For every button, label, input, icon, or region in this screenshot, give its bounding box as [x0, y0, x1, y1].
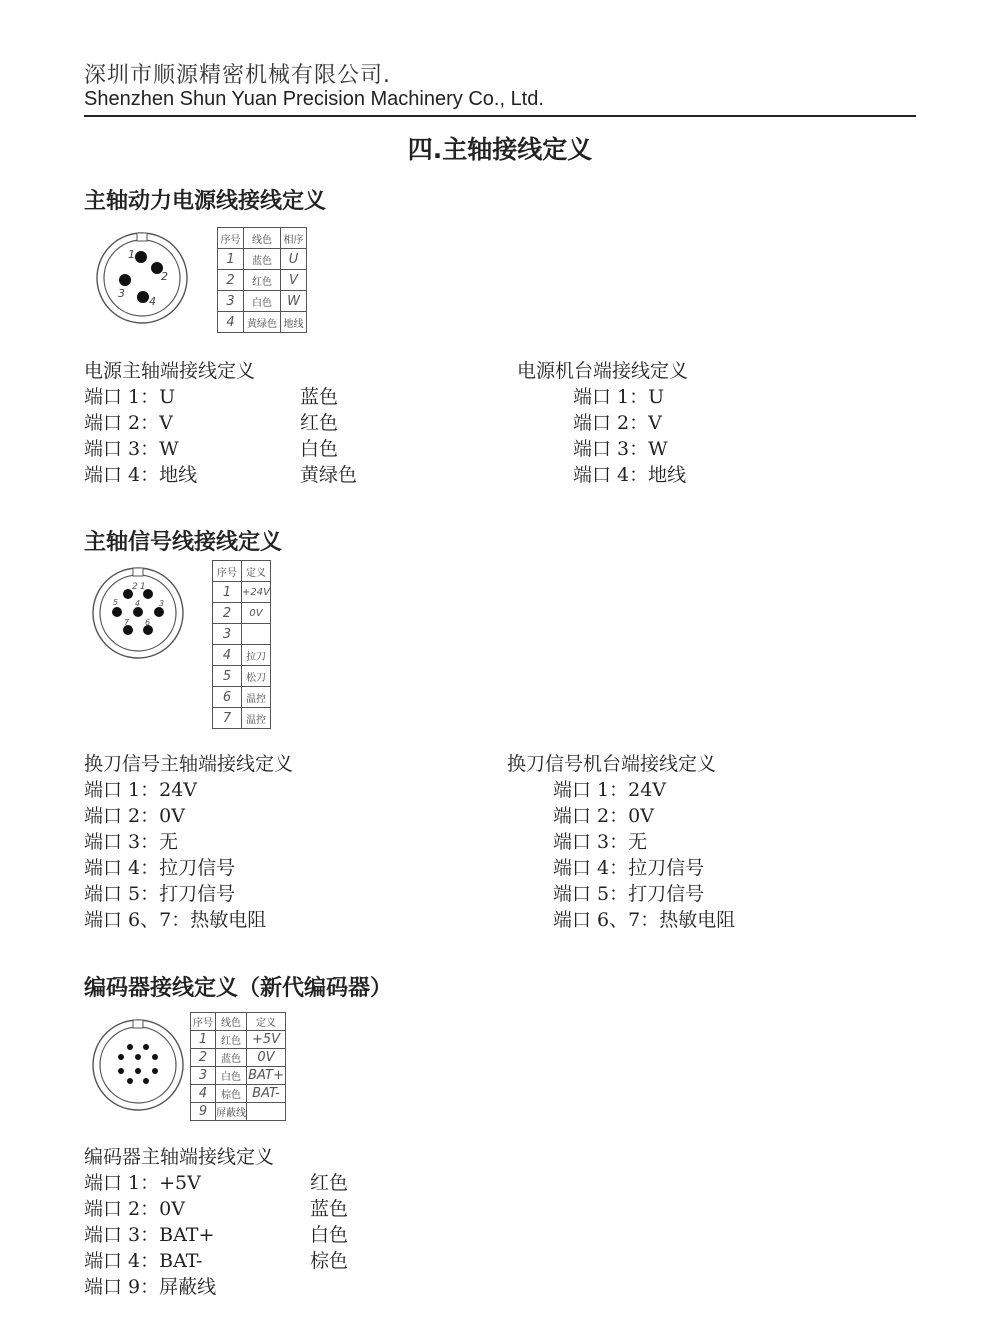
table-header: 相序	[281, 228, 307, 249]
table-cell: U	[281, 249, 307, 270]
power-machine-port: 端口 1：U	[573, 386, 665, 408]
table-header: 序号	[213, 561, 242, 582]
encoder-pin	[127, 1078, 133, 1084]
encoder-pin-table	[190, 1012, 286, 1121]
power-pin-4	[137, 291, 149, 303]
table-cell: 白色	[216, 1067, 247, 1085]
table-cell: 2	[213, 603, 242, 624]
table-row	[191, 1085, 286, 1103]
encoder-section-title: 编码器接线定义（新代编码器）	[84, 976, 393, 1001]
signal-pin-table	[212, 560, 271, 729]
table-cell: 4	[218, 312, 244, 333]
power-pin-label: 2	[161, 270, 168, 283]
power-spindle-heading: 电源主轴端接线定义	[84, 360, 256, 382]
signal-spindle-port: 端口 4：拉刀信号	[84, 857, 236, 879]
table-row	[213, 645, 271, 666]
signal-machine-heading: 换刀信号机台端接线定义	[507, 753, 717, 775]
table-cell: 1	[213, 582, 242, 603]
table-cell: 1	[191, 1031, 216, 1049]
table-cell: 6	[213, 687, 242, 708]
power-pin-table	[217, 227, 307, 333]
encoder-spindle-port: 端口 1：+5V	[84, 1172, 201, 1194]
encoder-spindle-port: 端口 2：0V	[84, 1198, 185, 1220]
signal-pin	[112, 607, 122, 617]
signal-machine-port: 端口 3：无	[553, 831, 648, 853]
table-cell: 温控	[242, 708, 271, 729]
table-cell	[242, 624, 271, 645]
signal-spindle-port: 端口 1：24V	[84, 779, 198, 801]
table-row	[218, 291, 307, 312]
table-row	[213, 624, 271, 645]
signal-pin-label: 5	[113, 598, 119, 607]
signal-spindle-port: 端口 3：无	[84, 831, 179, 853]
encoder-pin	[135, 1068, 141, 1074]
header-divider	[84, 115, 916, 117]
table-cell: 黄绿色	[244, 312, 281, 333]
table-row	[213, 582, 271, 603]
table-header: 线色	[216, 1013, 247, 1031]
power-machine-port: 端口 3：W	[573, 438, 668, 460]
table-row	[191, 1067, 286, 1085]
power-spindle-port: 端口 4：地线	[84, 464, 198, 486]
encoder-pin	[143, 1078, 149, 1084]
signal-spindle-port: 端口 2：0V	[84, 805, 185, 827]
company-name-cn: 深圳市顺源精密机械有限公司.	[84, 63, 391, 88]
table-cell: 3	[218, 291, 244, 312]
signal-pin-label: 3	[159, 599, 165, 608]
encoder-pin	[152, 1068, 158, 1074]
table-header: 定义	[247, 1013, 286, 1031]
signal-machine-port: 端口 4：拉刀信号	[553, 857, 705, 879]
table-cell: W	[281, 291, 307, 312]
encoder-spindle-port: 端口 3：BAT+	[84, 1224, 215, 1246]
encoder-pin	[143, 1044, 149, 1050]
table-row	[218, 270, 307, 291]
table-cell: 2	[218, 270, 244, 291]
table-cell: 屏蔽线	[216, 1103, 247, 1121]
signal-spindle-heading: 换刀信号主轴端接线定义	[84, 753, 294, 775]
signal-connector-diagram	[90, 565, 186, 661]
signal-machine-port: 端口 2：0V	[553, 805, 654, 827]
table-row	[213, 687, 271, 708]
signal-section-title: 主轴信号线接线定义	[84, 530, 283, 555]
table-cell: BAT+	[248, 1068, 284, 1083]
encoder-spindle-color: 红色	[310, 1172, 349, 1194]
power-pin-label: 1	[128, 248, 135, 261]
table-cell: 2	[191, 1049, 216, 1067]
encoder-spindle-port: 端口 4：BAT-	[84, 1250, 203, 1272]
table-row	[213, 708, 271, 729]
power-pin-label: 4	[149, 295, 156, 308]
power-spindle-color: 红色	[300, 412, 339, 434]
table-cell: 3	[213, 624, 242, 645]
page-title: 四.主轴接线定义	[407, 135, 593, 164]
encoder-connector-diagram	[90, 1017, 186, 1113]
table-cell: BAT-	[247, 1085, 286, 1103]
table-cell: 棕色	[216, 1085, 247, 1103]
power-section-title: 主轴动力电源线接线定义	[84, 189, 327, 214]
encoder-spindle-color: 棕色	[310, 1250, 349, 1272]
power-pin-3	[119, 274, 131, 286]
signal-pin-label: 7	[124, 618, 130, 627]
power-spindle-color: 黄绿色	[300, 464, 358, 486]
signal-pin-label: 2	[132, 582, 138, 592]
table-cell: 4	[191, 1085, 216, 1103]
signal-pin	[154, 607, 164, 617]
table-cell: 地线	[281, 312, 307, 333]
power-pin-label: 3	[118, 287, 125, 300]
power-machine-heading: 电源机台端接线定义	[517, 360, 689, 382]
table-row	[218, 312, 307, 333]
table-cell: 9	[191, 1103, 216, 1121]
signal-machine-port: 端口 6、7：热敏电阻	[553, 909, 736, 931]
table-header-row	[191, 1013, 286, 1031]
table-cell: 蓝色	[216, 1049, 247, 1067]
encoder-spindle-color: 白色	[310, 1224, 349, 1246]
power-spindle-port: 端口 1：U	[84, 386, 176, 408]
table-cell: 3	[191, 1067, 216, 1085]
company-name-en: Shenzhen Shun Yuan Precision Machinery Co., Ltd.	[84, 88, 544, 110]
table-header: 线色	[244, 228, 281, 249]
power-machine-port: 端口 2：V	[573, 412, 662, 434]
power-machine-port: 端口 4：地线	[573, 464, 687, 486]
signal-machine-port: 端口 1：24V	[553, 779, 667, 801]
table-row	[218, 249, 307, 270]
table-cell: 白色	[244, 291, 281, 312]
signal-spindle-port: 端口 5：打刀信号	[84, 883, 236, 905]
table-cell: V	[281, 270, 307, 291]
table-row	[191, 1103, 286, 1121]
table-cell: 1	[218, 249, 244, 270]
signal-pin	[133, 607, 143, 617]
table-header: 序号	[191, 1013, 216, 1031]
signal-pin-label: 4	[135, 599, 141, 608]
table-header-row	[213, 561, 271, 582]
table-row	[213, 666, 271, 687]
encoder-pin	[118, 1054, 124, 1060]
encoder-pin	[127, 1044, 133, 1050]
table-cell: 温控	[242, 687, 271, 708]
table-cell: 0V	[247, 1049, 286, 1067]
encoder-pin	[118, 1068, 124, 1074]
signal-pin-label: 6	[145, 618, 151, 627]
table-cell: 红色	[216, 1031, 247, 1049]
table-cell: 4	[213, 645, 242, 666]
table-cell: 7	[213, 708, 242, 729]
power-connector-diagram	[94, 230, 190, 326]
power-spindle-port: 端口 2：V	[84, 412, 173, 434]
table-cell: 5	[213, 666, 242, 687]
power-spindle-color: 蓝色	[300, 386, 339, 408]
signal-pin-label: 1	[140, 582, 146, 592]
power-spindle-color: 白色	[300, 438, 339, 460]
table-header: 序号	[218, 228, 244, 249]
encoder-spindle-heading: 编码器主轴端接线定义	[84, 1146, 275, 1168]
table-cell: +24V	[242, 582, 271, 603]
table-header-row	[218, 228, 307, 249]
encoder-spindle-port: 端口 9：屏蔽线	[84, 1276, 217, 1298]
table-row	[213, 603, 271, 624]
table-cell: 松刀	[242, 666, 271, 687]
encoder-spindle-color: 蓝色	[310, 1198, 349, 1220]
table-header: 定义	[242, 561, 271, 582]
table-cell: 红色	[244, 270, 281, 291]
table-cell: 蓝色	[244, 249, 281, 270]
power-pin-1	[135, 251, 147, 263]
encoder-pin	[135, 1054, 141, 1060]
signal-machine-port: 端口 5：打刀信号	[553, 883, 705, 905]
encoder-pin	[152, 1054, 158, 1060]
table-row	[191, 1049, 286, 1067]
table-cell: 拉刀	[242, 645, 271, 666]
signal-spindle-port: 端口 6、7：热敏电阻	[84, 909, 267, 931]
power-spindle-port: 端口 3：W	[84, 438, 179, 460]
table-cell	[247, 1103, 286, 1121]
table-row	[191, 1031, 286, 1049]
table-cell: 0V	[242, 603, 271, 624]
table-cell: +5V	[247, 1031, 286, 1049]
